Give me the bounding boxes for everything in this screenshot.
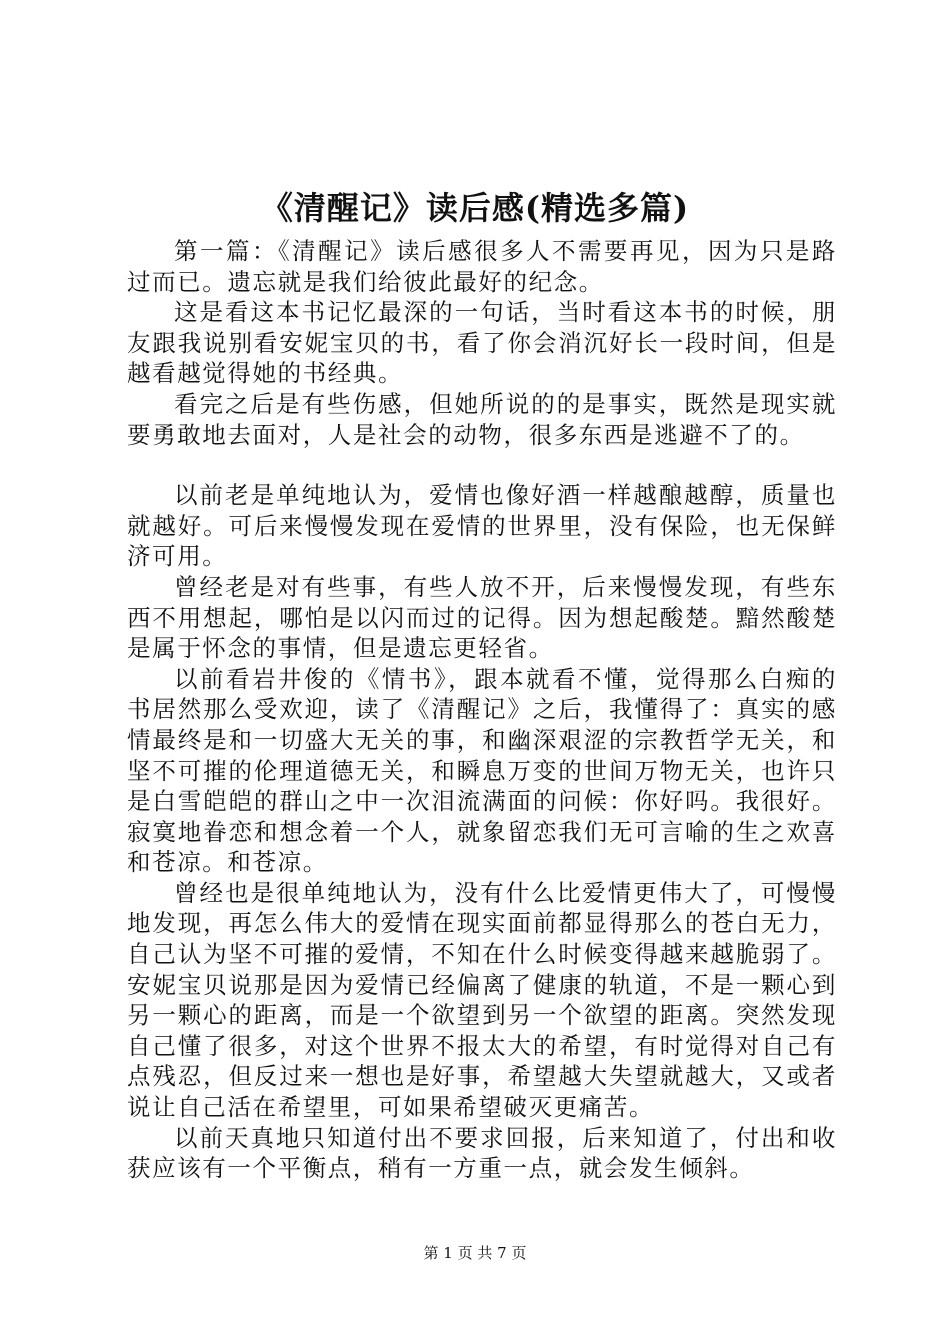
document-title: 《清醒记》读后感(精选多篇) <box>260 189 690 227</box>
paragraph-3: 看完之后是有些伤感，但她所说的的是事实，既然是现实就要勇敢地去面对，人是社会的动物，很多东西是逃避不了的。 <box>127 389 837 449</box>
paragraph-6: 以前看岩井俊的《情书》，跟本就看不懂，觉得那么白痴的书居然那么受欢迎，读了《清醒记》之后，我懂得了：真实的感情最终是和一切盛大无关的事，和幽深艰涩的宗教哲学无关，和坚不可摧的伦理道德无关，和瞬息万变的世间万物无关，也许只是白雪皑皑的群山之中一次泪流满面的问候：你好吗。我很好。寂寞地眷恋和想念着一个人，就象留恋我们无可言喻的生之欢喜和苍凉。和苍凉。 <box>127 664 837 877</box>
paragraph-2: 这是看这本书记忆最深的一句话，当时看这本书的时候，朋友跟我说别看安妮宝贝的书，看了你会消沉好长一段时间，但是越看越觉得她的书经典。 <box>127 298 837 388</box>
paragraph-7: 曾经也是很单纯地认为，没有什么比爱情更伟大了，可慢慢地发现，再怎么伟大的爱情在现实面前都显得那么的苍白无力，自己认为坚不可摧的爱情，不知在什么时候变得越来越脆弱了。安妮宝贝说那是因为爱情已经偏离了健康的轨道，不是一颗心到另一颗心的距离，而是一个欲望到另一个欲望的距离。突然发现自己懂了很多，对这个世界不报太大的希望，有时觉得对自己有点残忍，但反过来一想也是好事，希望越大失望就越大，又或者说让自己活在希望里，可如果希望破灭更痛苦。 <box>127 878 837 1122</box>
paragraph-5: 曾经老是对有些事，有些人放不开，后来慢慢发现，有些东西不用想起，哪怕是以闪而过的记得。因为想起酸楚。黯然酸楚是属于怀念的事情，但是遗忘更轻省。 <box>127 572 837 663</box>
document-body <box>127 236 837 1184</box>
paragraph-4: 以前老是单纯地认为，爱情也像好酒一样越酿越醇，质量也就越好。可后来慢慢发现在爱情的世界里，没有保险，也无保鲜济可用。 <box>127 481 837 571</box>
paragraph-8: 以前天真地只知道付出不要求回报，后来知道了，付出和收获应该有一个平衡点，稍有一方重一点，就会发生倾斜。 <box>127 1123 837 1183</box>
paragraph-1: 第一篇：《清醒记》读后感很多人不需要再见，因为只是路过而已。遗忘就是我们给彼此最好的纪念。 <box>127 237 837 296</box>
page-footer: 第 1 页 共 7 页 <box>423 1244 527 1262</box>
